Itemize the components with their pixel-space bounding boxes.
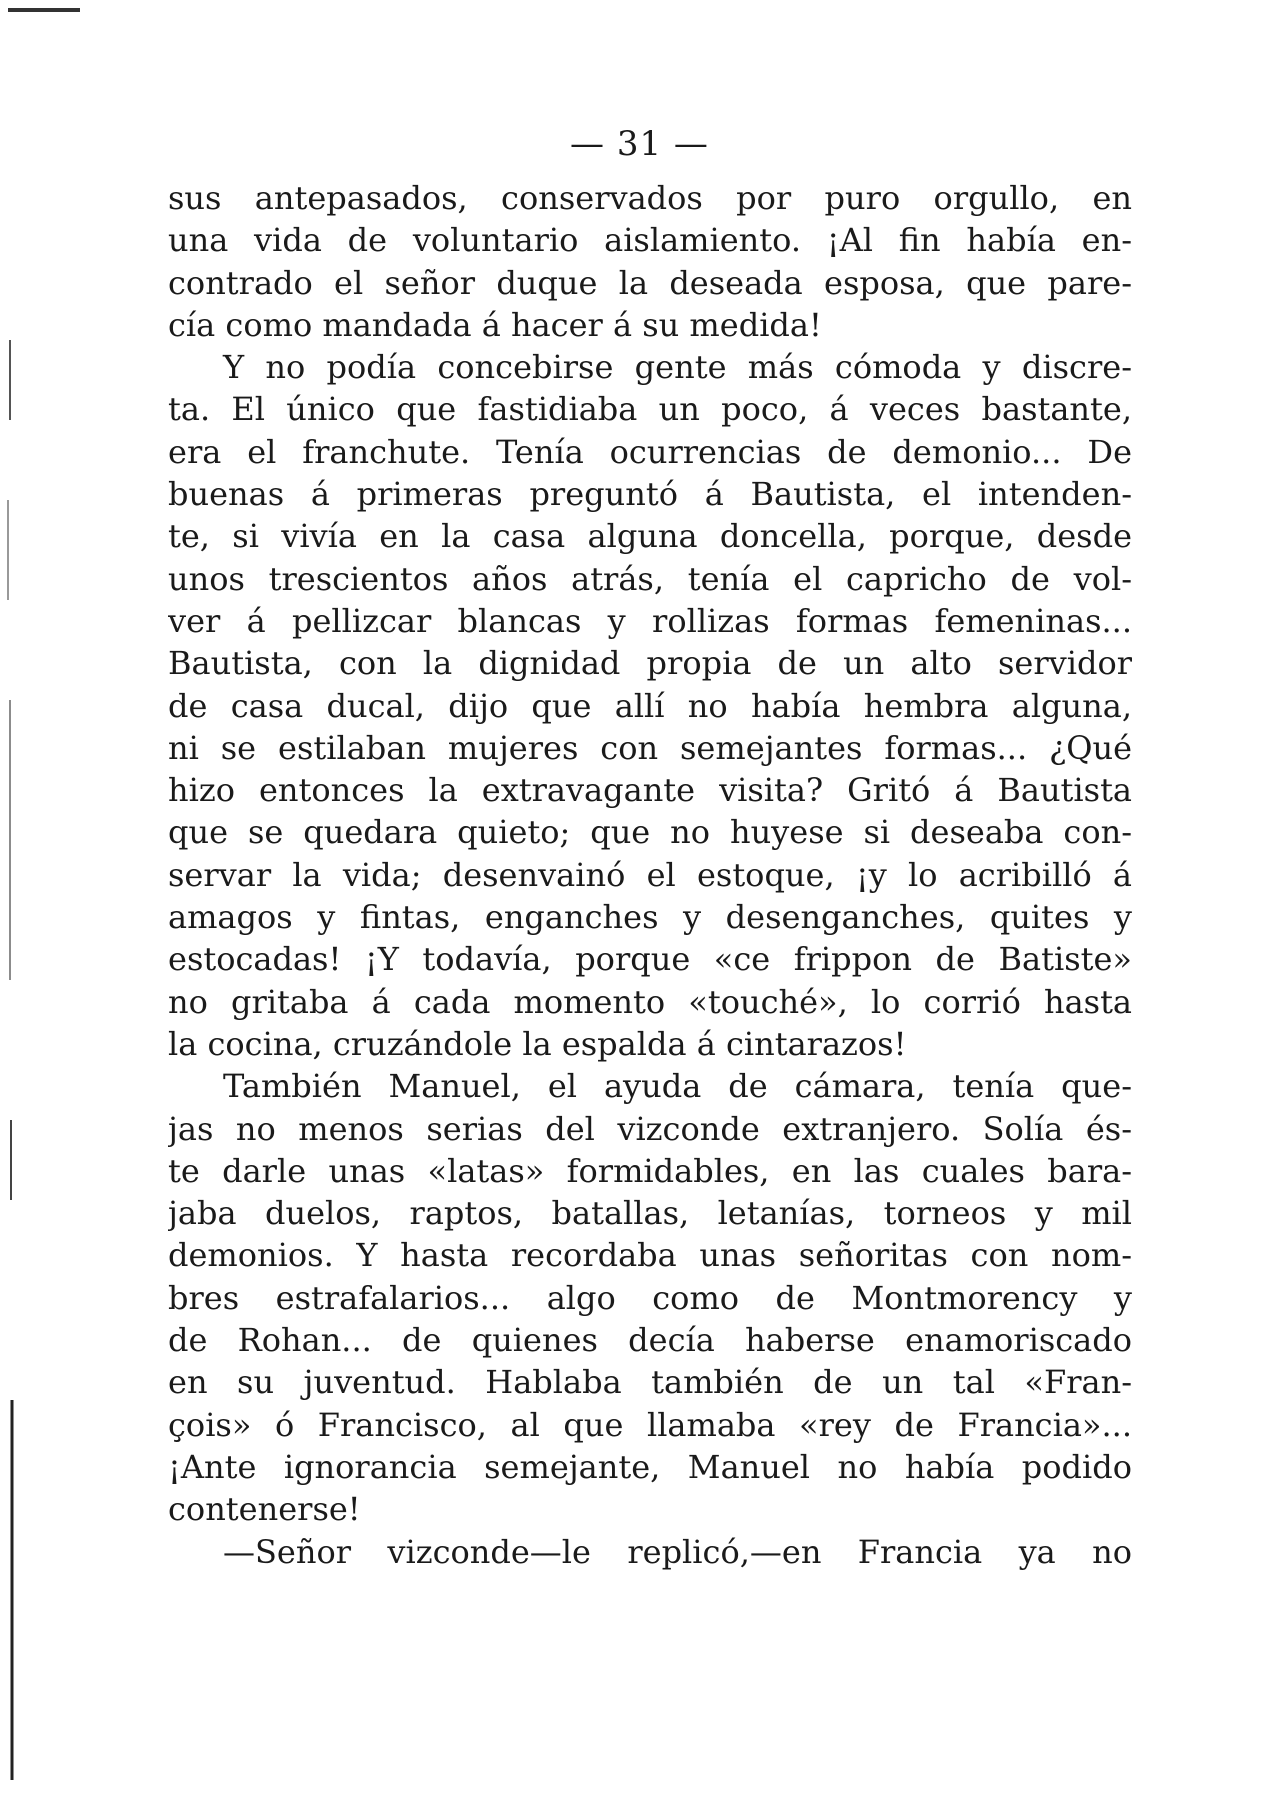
text-line: cía como mandada á hacer á su medida!	[168, 305, 822, 344]
text-line: servar la vida; desenvainó el estoque, ¡y lo acribilló á	[168, 855, 1132, 894]
text-line: Y no podía concebirse gente más cómoda y discre-	[223, 348, 1132, 387]
text-line: que se quedara quieto; que no huyese si deseaba con-	[168, 813, 1132, 852]
text-line: de Rohan... de quienes decía haberse enamoriscado	[168, 1321, 1132, 1360]
text-line: —Señor vizconde—le replicó,—en Francia ya no	[223, 1532, 1132, 1571]
page-number: — 31 —	[570, 124, 709, 164]
body-text	[168, 177, 1132, 1573]
text-line: la cocina, cruzándole la espalda á cintarazos!	[168, 1024, 907, 1063]
text-line: ta. El único que fastidiaba un poco, á veces bastante,	[168, 390, 1132, 429]
binding-edge-marks	[0, 80, 40, 1780]
text-line: una vida de voluntario aislamiento. ¡Al fin había en-	[168, 221, 1132, 260]
text-line: çois» ó Francisco, al que llamaba «rey de Francia»...	[168, 1405, 1132, 1444]
text-line: demonios. Y hasta recordaba unas señoritas con nom-	[168, 1236, 1132, 1275]
text-line: contenerse!	[168, 1490, 361, 1529]
text-line: no gritaba á cada momento «touché», lo corrió hasta	[168, 982, 1132, 1021]
text-line: También Manuel, el ayuda de cámara, tenía que-	[223, 1067, 1132, 1106]
text-line: Bautista, con la dignidad propia de un alto servidor	[168, 644, 1132, 683]
text-line: hizo entonces la extravagante visita? Gritó á Bautista	[168, 771, 1132, 810]
text-line: en su juventud. Hablaba también de un tal «Fran-	[168, 1363, 1132, 1402]
text-line: ¡Ante ignorancia semejante, Manuel no había podido	[168, 1447, 1132, 1486]
text-line: de casa ducal, dijo que allí no había hembra alguna,	[168, 686, 1132, 725]
text-line: te darle unas «latas» formidables, en las cuales bara-	[168, 1151, 1132, 1190]
text-line: sus antepasados, conservados por puro orgullo, en	[168, 179, 1132, 217]
text-line: te, si vivía en la casa alguna doncella, porque, desde	[168, 517, 1132, 556]
text-line: estocadas! ¡Y todavía, porque «ce frippon de Batiste»	[168, 940, 1132, 979]
top-edge-rule	[8, 8, 80, 12]
text-line: jaba duelos, raptos, batallas, letanías, torneos y mil	[168, 1194, 1132, 1233]
text-line: unos trescientos años atrás, tenía el capricho de vol-	[168, 559, 1132, 598]
text-line: amagos y fintas, enganches y desenganches, quites y	[168, 898, 1132, 937]
text-line: ni se estilaban mujeres con semejantes formas... ¿Qué	[168, 728, 1132, 767]
text-line: jas no menos serias del vizconde extranjero. Solía és-	[168, 1109, 1132, 1148]
text-line: era el franchute. Tenía ocurrencias de demonio... De	[168, 432, 1132, 471]
text-line: bres estrafalarios... algo como de Montmorency y	[168, 1278, 1132, 1317]
text-line: contrado el señor duque la deseada esposa, que pare-	[168, 263, 1132, 302]
text-line: buenas á primeras preguntó á Bautista, el intenden-	[168, 475, 1132, 514]
text-line: ver á pellizcar blancas y rollizas formas femeninas...	[168, 601, 1132, 640]
